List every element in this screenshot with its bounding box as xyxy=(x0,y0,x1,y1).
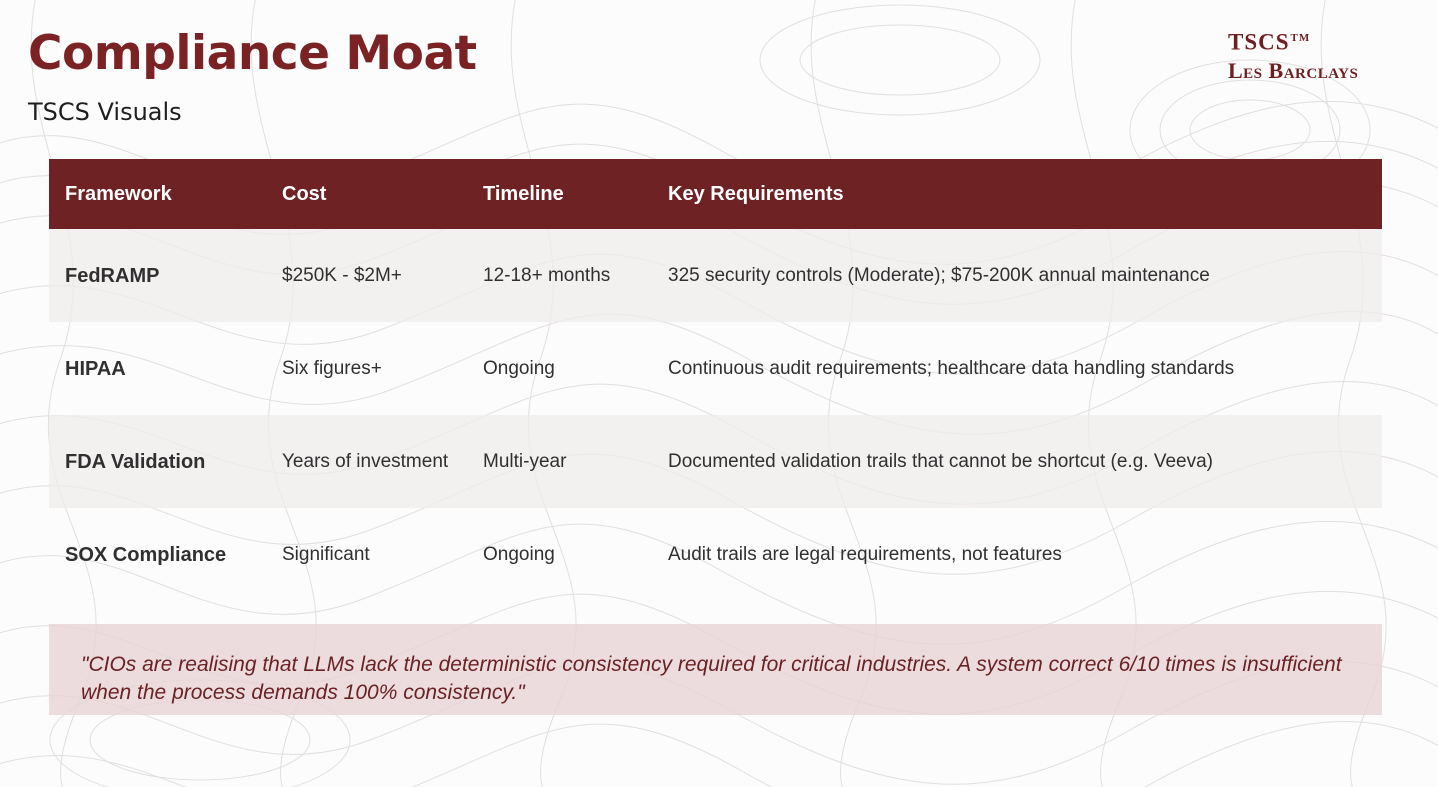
table-header xyxy=(49,159,1382,229)
table-row xyxy=(49,415,1382,508)
timeline-cell: Multi-year xyxy=(483,450,567,472)
timeline-cell: Ongoing xyxy=(483,357,555,379)
requirements-cell: Continuous audit requirements; healthcare data handling standards xyxy=(668,357,1235,379)
framework-cell: SOX Compliance xyxy=(65,543,227,566)
cost-cell: Significant xyxy=(282,543,370,565)
cost-cell: Six figures+ xyxy=(282,357,382,379)
page-title: Compliance Moat xyxy=(28,26,477,81)
requirements-cell: 325 security controls (Moderate); $75-200K annual maintenance xyxy=(668,264,1210,286)
table-row xyxy=(49,508,1382,601)
brand-name: TSCS xyxy=(1228,29,1290,55)
framework-cell: FDA Validation xyxy=(65,450,206,473)
table-row xyxy=(49,322,1382,415)
requirements-cell: Audit trails are legal requirements, not features xyxy=(668,543,1062,565)
framework-cell: FedRAMP xyxy=(65,264,160,287)
timeline-cell: 12-18+ months xyxy=(483,264,611,286)
cost-cell: Years of investment xyxy=(282,450,449,472)
brand-author: Les Barclays xyxy=(1228,57,1359,83)
compliance-table xyxy=(49,159,1382,601)
brand-logo xyxy=(1228,24,1358,85)
timeline-cell: Ongoing xyxy=(483,543,555,565)
trademark-mark: TM xyxy=(1290,32,1311,44)
header-cost: Cost xyxy=(282,183,327,205)
header-timeline: Timeline xyxy=(483,183,564,205)
brand-line1 xyxy=(1228,24,1358,57)
header-key-requirements: Key Requirements xyxy=(668,183,844,205)
table-row xyxy=(49,229,1382,322)
page-subtitle: TSCS Visuals xyxy=(28,98,182,126)
framework-cell: HIPAA xyxy=(65,357,126,380)
quote-callout xyxy=(49,624,1382,715)
header-framework: Framework xyxy=(65,183,172,205)
quote-text: "CIOs are realising that LLMs lack the deterministic consistency required for critical industries. A system correct 6/10 times is insufficient when the process demands 100% consistency." xyxy=(81,653,1342,704)
requirements-cell: Documented validation trails that cannot be shortcut (e.g. Veeva) xyxy=(668,450,1213,472)
cost-cell: $250K - $2M+ xyxy=(282,264,402,286)
